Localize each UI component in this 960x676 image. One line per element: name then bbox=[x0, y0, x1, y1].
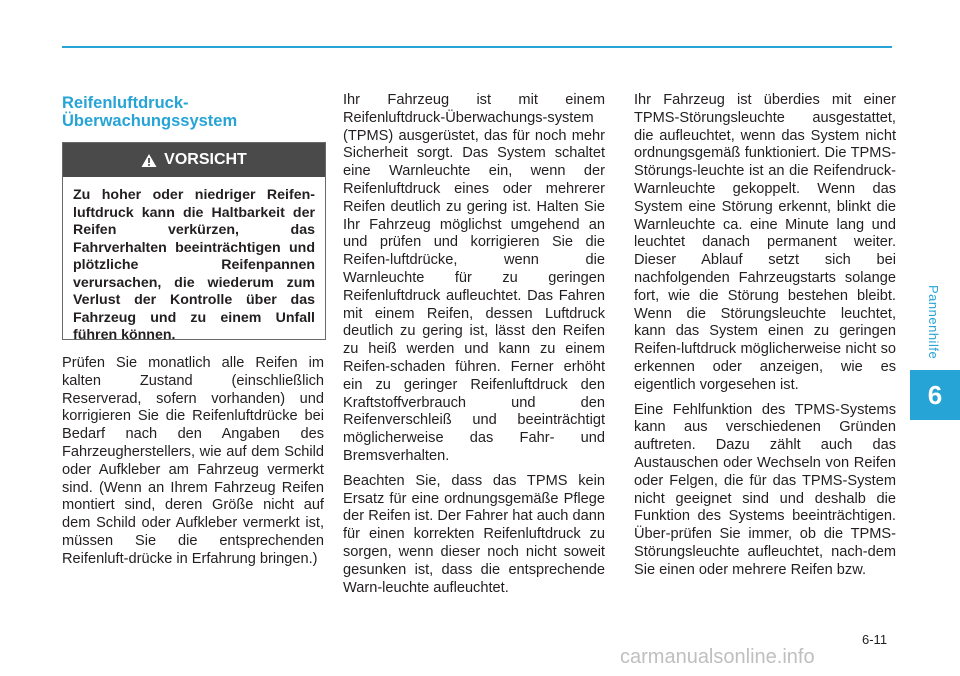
warning-label: VORSICHT bbox=[164, 151, 247, 168]
header-rule bbox=[62, 46, 892, 48]
column-2 bbox=[343, 92, 605, 604]
section-title-line2: Überwachungssystem bbox=[62, 112, 238, 130]
paragraph: Prüfen Sie monatlich alle Reifen im kalten Zustand (einschließlich Reserverad, sofern vorhanden) und korrigieren Sie die Reifenluftdrücke bei Bedarf nach den Angaben des Fahrzeugherstellers, wie auf dem Schild oder Aufkleber am Fahrzeug vermerkt sind. (Wenn an Ihrem Fahrzeug Reifen montiert sind, deren Größe nicht auf dem Schild oder Aufkleber vermerkt ist, müssen Sie die entsprechenden Reifenluft-drücke in Erfahrung bringen.) bbox=[62, 355, 324, 567]
warning-header bbox=[63, 143, 325, 177]
column-3 bbox=[634, 92, 896, 587]
paragraph: Ihr Fahrzeug ist mit einem Reifenluftdruck-Überwachungs-system (TPMS) ausgerüstet, das für noch mehr Sicherheit sorgt. Das System schaltet eine Warnleuchte ein, wenn der Reifenluftdruck eines oder mehrerer Reifen deutlich zu gering ist. Halten Sie Ihr Fahrzeug möglichst umgehend an und prüfen und korrigieren Sie die Reifen-luftdrücke, wenn die Warnleuchte für zu geringen Reifenluftdruck aufleuchtet. Das Fahren mit einem Reifen, dessen Luftdruck deutlich zu gering ist, lässt den Reifen zu heiß werden und kann zu einem Reifen-schaden führen. Ferner erhöht ein zu geringer Reifenluftdruck den Kraftstoffverbrauch und den Reifenverschleiß und beeinträchtigt möglicherweise das Fahr- und Bremsverhalten. bbox=[343, 92, 605, 464]
warning-text: Zu hoher oder niedriger Reifen-luftdruck kann die Haltbarkeit der Reifen verkürzen, das Fahrverhalten beeinträchtigen und plötzliche Reifenpannen verursachen, die wiederum zum Verlust der Kontrolle über das Fahrzeug und zu einem Unfall führen können. bbox=[73, 187, 315, 343]
chapter-label: Pannenhilfe bbox=[926, 285, 941, 360]
paragraph: Ihr Fahrzeug ist überdies mit einer TPMS-Störungsleuchte ausgestattet, die aufleuchtet, wenn das System nicht ordnungsgemäß funktioniert. Die TPMS-Störungs-leuchte ist an die Reifendruck-Warnleuchte gekoppelt. Wenn das System eine Störung erkennt, blinkt die Warnleuchte ca. eine Minute lang und leuchtet danach permanent weiter. Dieser Ablauf setzt sich bei nachfolgenden Fahrzeugstarts solange fort, wie die Störung bestehen bleibt. Wenn die Störungsleuchte leuchtet, kann das System einen zu geringen Reifen-luftdruck möglicherweise nicht so erkennen oder anzeigen, wie es eigentlich vorgesehen ist. bbox=[634, 92, 896, 393]
page-number: 6-11 bbox=[862, 632, 888, 647]
paragraph: Beachten Sie, dass das TPMS kein Ersatz für eine ordnungsgemäße Pflege der Reifen ist. Der Fahrer hat auch dann für einen korrekten Reifenluftdruck zu sorgen, wenn dieser noch nicht soweit gesunken ist, dass die entsprechende Warn-leuchte aufleuchtet. bbox=[343, 472, 605, 596]
warning-box bbox=[62, 142, 326, 343]
column-1-body bbox=[62, 355, 324, 576]
paragraph: Eine Fehlfunktion des TPMS-Systems kann aus verschiedenen Gründen auftreten. Dazu zählt auch das Austauschen oder Wechseln von Reifen oder Felgen, die für das TPMS-System nicht geeignet sind und deshalb die Funktion des Systems beeinträchtigen. Über-prüfen Sie immer, ob die TPMS-Störungsleuchte aufleuchtet, nach-dem Sie einen oder mehrere Reifen bzw. bbox=[634, 401, 896, 578]
chapter-number-tab[interactable]: 6 bbox=[910, 370, 960, 420]
watermark: carmanualsonline.info bbox=[620, 646, 815, 668]
section-title-line1: Reifenluftdruck- bbox=[62, 94, 189, 112]
section-title bbox=[62, 94, 324, 130]
warning-triangle-icon bbox=[141, 153, 157, 168]
